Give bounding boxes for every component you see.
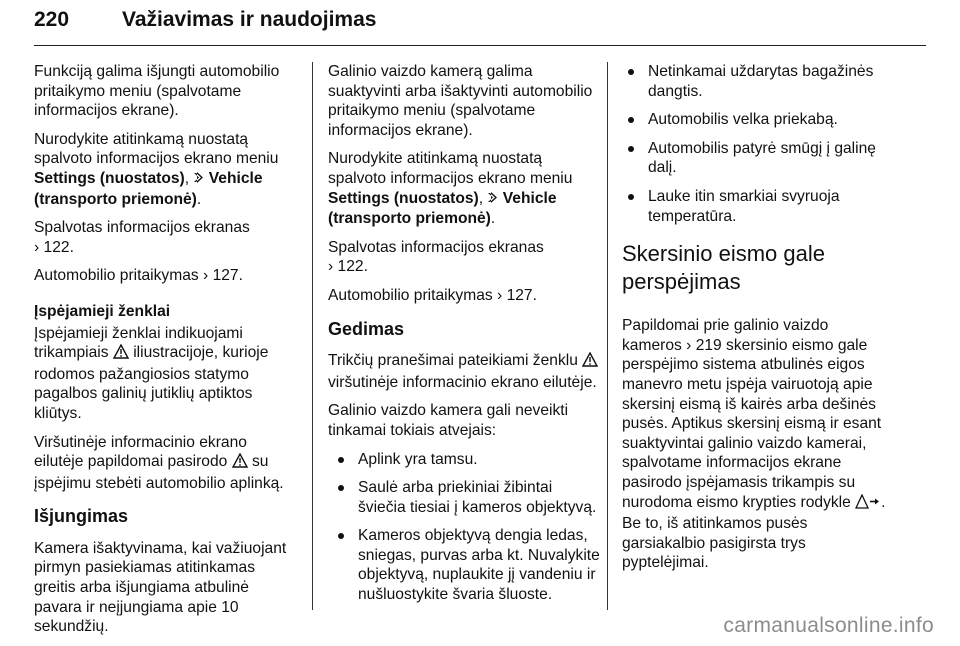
- list-item-text: Automobilis patyrė smūgį į galinę dalį.: [648, 139, 876, 177]
- subheading-warnings: Įspėjamieji ženklai: [34, 302, 171, 320]
- text: .: [196, 190, 202, 208]
- text: skersinio eismo gale perspėjimo sistema atbulinės eigos manevro metu įspėja vairuotoją apie skersinį eismą iš kairės arba dešinės pusės. Aptikus skersinį eismą ir esant suaktyvintai galinio vaizdo kamerai, spalvotame informacijos ekrane pasirodo įspėjamasis trikampis su nurodoma eismo krypties rodykle: [622, 336, 882, 511]
- text: Automobilio pritaikymas: [34, 267, 199, 285]
- page-ref-icon: ›: [34, 238, 40, 256]
- text: Automobilio pritaikymas: [328, 286, 493, 304]
- bullet-icon: [338, 485, 344, 491]
- heading-deactivation: Išjungimas: [34, 506, 129, 527]
- paragraph: [622, 316, 892, 573]
- text: ,: [478, 189, 488, 207]
- page-ref-icon: ›: [328, 258, 334, 276]
- watermark: carmanualsonline.info: [723, 614, 934, 637]
- list-item-text: Saulė arba priekiniai žibintai šviečia tiesiai į kameros objektyvą.: [358, 479, 597, 516]
- cross-traffic-arrow-icon: [855, 494, 881, 515]
- warning-triangle-icon: [113, 344, 129, 365]
- column-1: [34, 62, 300, 646]
- list-item: [622, 187, 892, 226]
- paragraph: Galinio vaizdo kamerą galima suaktyvinti arba išaktyvinti automobilio pritaikymo meniu (spalvotame informacijos ekrane).: [328, 63, 593, 139]
- bullet-list: [328, 450, 600, 605]
- list-item: [622, 139, 892, 178]
- bullet-icon: [338, 533, 344, 539]
- text: viršutinėje informacinio ekrano eilutėje.: [328, 373, 597, 391]
- bullet-icon: [628, 194, 634, 200]
- bullet-icon: [338, 457, 344, 463]
- text: .: [490, 210, 496, 228]
- menu-settings-link[interactable]: Settings (nuostatos): [328, 189, 479, 207]
- page-ref-icon: ›: [686, 336, 692, 354]
- paragraph: Kamera išaktyvinama, kai važiuojant pirmyn pasiekiamas atitinkamas greitis arba išjungiama atbulinė pavara ir neįjungiama apie 10 sekundžių.: [34, 539, 287, 636]
- list-item: [622, 110, 892, 130]
- text: Trikčių pranešimai pateikiami ženklu: [328, 352, 583, 370]
- bullet-list: [622, 62, 892, 226]
- text: Nurodykite atitinkamą nuostatą spalvoto informacijos ekrano meniu: [34, 130, 279, 168]
- header-rule: [34, 45, 926, 46]
- text: iliustracijoje, kurioje rodomos pažangiosios statymo pagalbos galinių jutiklių aptiktos kliūtys.: [34, 344, 269, 422]
- page-ref-icon: ›: [497, 286, 503, 304]
- page-ref-link[interactable]: 127.: [506, 286, 537, 304]
- heading-cross-traffic: Skersinio eismo gale perspėjimas: [622, 241, 825, 295]
- text: . Be to, iš atitinkamos pusės garsiakalbio pasigirsta trys pyptelėjimai.: [622, 493, 886, 572]
- paragraph: [328, 238, 600, 277]
- menu-settings-link[interactable]: Settings (nuostatos): [34, 169, 185, 187]
- text: Papildomai prie galinio vaizdo kameros: [622, 317, 829, 354]
- paragraph: [34, 433, 300, 494]
- column-3: [622, 62, 892, 582]
- menu-arrow-icon: [193, 170, 204, 190]
- bullet-icon: [628, 117, 634, 123]
- page-number: 220: [34, 8, 70, 31]
- list-item: [330, 478, 600, 517]
- bullet-icon: [628, 69, 634, 75]
- warning-triangle-icon: [582, 352, 598, 373]
- paragraph: [34, 266, 300, 286]
- list-item-text: Kameros objektyvą dengia ledas, sniegas, purvas arba kt. Nuvalykite objektyvą, nuplaukite jį vandeniu ir nušluostykite švaria šluoste.: [358, 527, 600, 604]
- list-item: [330, 450, 600, 470]
- heading-fault: Gedimas: [328, 318, 405, 339]
- column-2: [328, 62, 600, 614]
- paragraph: [328, 286, 600, 306]
- menu-vehicle-link[interactable]: Vehicle (transporto priemonė): [328, 189, 557, 228]
- menu-vehicle-link[interactable]: Vehicle (transporto priemonė): [34, 169, 263, 208]
- page-ref-icon: ›: [203, 267, 209, 285]
- paragraph: Funkciją galima išjungti automobilio pritaikymo meniu (spalvotame informacijos ekrane).: [34, 63, 280, 120]
- list-item-text: Aplink yra tamsu.: [358, 450, 478, 468]
- chapter-title: Važiavimas ir naudojimas: [122, 8, 377, 31]
- list-item-text: Lauke itin smarkiai svyruoja temperatūra.: [648, 187, 840, 225]
- bullet-icon: [628, 146, 634, 152]
- page-ref-link[interactable]: 127.: [212, 267, 243, 285]
- paragraph: [34, 218, 300, 257]
- column-divider: [607, 62, 608, 610]
- text: Spalvotas informacijos ekranas: [34, 219, 250, 237]
- warning-triangle-icon: [232, 453, 248, 474]
- page-ref-link[interactable]: 122.: [337, 258, 368, 276]
- list-item-text: Automobilis velka priekabą.: [648, 111, 838, 129]
- list-item: [330, 526, 600, 604]
- text: Spalvotas informacijos ekranas: [328, 238, 544, 256]
- page-ref-link[interactable]: 122.: [43, 238, 74, 256]
- paragraph: [328, 351, 600, 392]
- list-item-text: Netinkamai uždarytas bagažinės dangtis.: [648, 63, 874, 100]
- text: ,: [184, 169, 194, 187]
- menu-arrow-icon: [487, 190, 498, 210]
- paragraph: [34, 324, 300, 424]
- text: su įspėjimu stebėti automobilio aplinką.: [34, 453, 284, 492]
- paragraph: [328, 149, 600, 228]
- paragraph: [34, 130, 300, 209]
- page-ref-link[interactable]: 219: [695, 336, 722, 354]
- text: Viršutinėje informacinio ekrano eilutėje papildomai pasirodo: [34, 433, 247, 471]
- list-item: [622, 62, 892, 101]
- text: Įspėjamieji ženklai indikuojami trikampiais: [34, 324, 243, 362]
- column-divider: [312, 62, 313, 610]
- text: Nurodykite atitinkamą nuostatą spalvoto informacijos ekrano meniu: [328, 150, 573, 187]
- paragraph: Galinio vaizdo kamera gali neveikti tinkamai tokiais atvejais:: [328, 402, 569, 439]
